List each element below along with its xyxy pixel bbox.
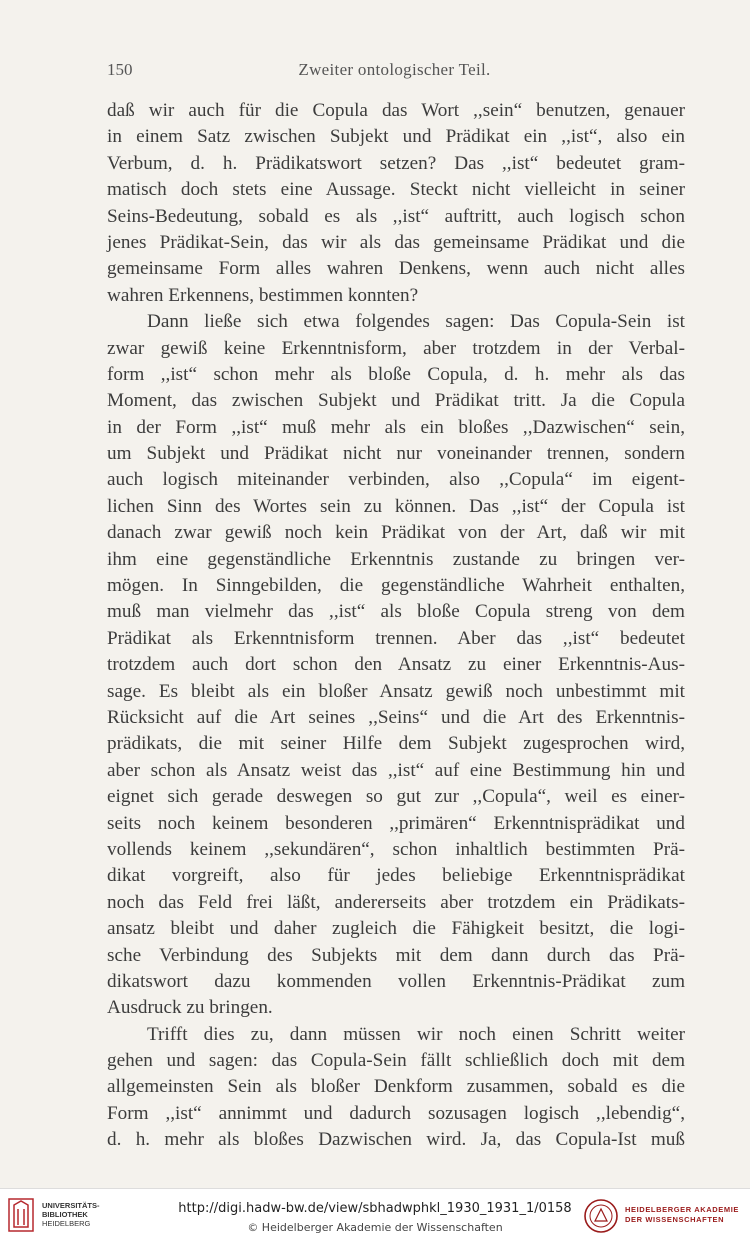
text-line: wahren Erkennens, bestimmen konnten? (107, 284, 419, 306)
text-line: Verbum, d. h. Prädikatswort setzen? Das ,,ist“ bedeutet gram- (107, 152, 685, 174)
academy-logo-line: DER WISSENSCHAFTEN (625, 1215, 725, 1224)
text-line: Rücksicht auf die Art seines ,,Seins“ und die Art des Erkenntnis- (107, 706, 685, 728)
text-line: jenes Prädikat-Sein, das wir als das gemeinsame Prädikat und die (107, 231, 685, 253)
academy-logo-line: HEIDELBERGER AKADEMIE (625, 1205, 739, 1214)
text-line: zwar gewiß keine Erkenntnisform, aber trotzdem in der Verbal- (107, 337, 685, 359)
text-line: trotzdem auch dort schon den Ansatz zu einer Erkenntnis-Aus- (107, 654, 685, 676)
text-line: form ,,ist“ schon mehr als bloße Copula, d. h. mehr als das (107, 363, 685, 385)
text-line: Dann ließe sich etwa folgendes sagen: Das Copula-Sein ist (147, 311, 685, 333)
page-header (107, 60, 682, 84)
page-number: 150 (107, 60, 133, 79)
text-line: Trifft dies zu, dann müssen wir noch einen Schritt weiter (147, 1023, 685, 1045)
text-line: muß man vielmehr das ,,ist“ als bloße Copula streng von dem (107, 601, 685, 623)
text-line: mögen. In Sinngebilden, die gegenständliche Wahrheit enthalten, (107, 575, 685, 597)
library-logo-line: HEIDELBERG (42, 1219, 91, 1228)
text-line: gehen und sagen: das Copula-Sein fällt schließlich doch mit dem (107, 1050, 685, 1072)
text-line: Ausdruck zu bringen. (107, 997, 273, 1019)
text-line: eignet sich gerade deswegen so gut zur ,,Copula“, weil es einer- (107, 786, 685, 808)
text-line: danach zwar gewiß noch kein Prädikat von der Art, daß wir mit (107, 522, 685, 544)
text-line: Prädikat als Erkenntnisform trennen. Aber das ,,ist“ bedeutet (107, 627, 685, 649)
text-line: in einem Satz zwischen Subjekt und Prädikat ein ,,ist“, also ein (107, 126, 685, 148)
text-line: allgemeinsten Sein als bloßer Denkform zusammen, sobald es die (107, 1076, 685, 1098)
text-line: lichen Sinn des Wortes sein zu können. Das ,,ist“ der Copula ist (107, 495, 685, 517)
viewer-footer (0, 1188, 750, 1242)
text-line: seits noch keinem besonderen ,,primären“ Erkenntnisprädikat und (107, 812, 685, 834)
text-line: sche Verbindung des Subjekts mit dem dann durch das Prä- (107, 944, 685, 966)
text-line: Moment, das zwischen Subjekt und Prädikat tritt. Ja die Copula (107, 390, 685, 412)
permalink-url[interactable]: http://digi.hadw-bw.de/view/sbhadwphkl_1930_1931_1/0158 (178, 1201, 572, 1216)
text-line: dikat vorgreift, also für jedes beliebige Erkenntnisprädikat (107, 865, 685, 887)
text-line: d. h. mehr als bloßes Dazwischen wird. Ja, das Copula-Ist muß (107, 1129, 685, 1151)
library-logo-line: UNIVERSITÄTS- (42, 1201, 100, 1210)
text-line: dikatswort dazu kommenden vollen Erkenntnis-Prädikat zum (107, 970, 685, 992)
running-title: Zweiter ontologischer Teil. (298, 60, 491, 79)
academy-logo[interactable] (582, 1197, 747, 1235)
academy-seal-icon (582, 1197, 620, 1235)
text-line: Seins-Bedeutung, sobald es als ,,ist“ auftritt, auch logisch schon (107, 205, 685, 227)
text-line: gemeinsame Form alles wahren Denkens, wenn auch nicht alles (107, 258, 685, 280)
text-line: noch das Feld frei läßt, andererseits aber trotzdem ein Prädikats- (107, 891, 685, 913)
library-logo-line: BIBLIOTHEK (42, 1210, 88, 1219)
text-line: sage. Es bleibt als ein bloßer Ansatz gewiß noch unbestimmt mit (107, 680, 685, 702)
text-line: prädikats, die mit seiner Hilfe dem Subjekt zugesprochen wird, (107, 733, 685, 755)
text-line: vollends keinem ,,sekundären“, schon inhaltlich bestimmten Prä- (107, 838, 685, 860)
text-line: ansatz bleibt und daher zugleich die Fähigkeit besitzt, die logi- (107, 918, 685, 940)
body-text (107, 98, 685, 1154)
text-line: um Subjekt und Prädikat nicht nur voneinander trennen, sondern (107, 443, 685, 465)
text-line: aber schon als Ansatz weist das ,,ist“ auf eine Bestimmung hin und (107, 759, 685, 781)
text-line: ihm eine gegenständliche Erkenntnis zustande zu bringen ver- (107, 548, 685, 570)
copyright-notice: © Heidelberger Akademie der Wissenschaften (247, 1221, 503, 1234)
text-line: Form ,,ist“ annimmt und dadurch sozusagen logisch ,,lebendig“, (107, 1102, 685, 1124)
text-line: daß wir auch für die Copula das Wort ,,sein“ benutzen, genauer (107, 100, 685, 121)
text-line: in der Form ,,ist“ muß mehr als ein bloßes ,,Dazwischen“ sein, (107, 416, 685, 438)
text-line: matisch doch stets eine Aussage. Steckt nicht vielleicht in seiner (107, 179, 685, 201)
text-line: auch logisch miteinander verbinden, also ,,Copula“ im eigent- (107, 469, 685, 491)
